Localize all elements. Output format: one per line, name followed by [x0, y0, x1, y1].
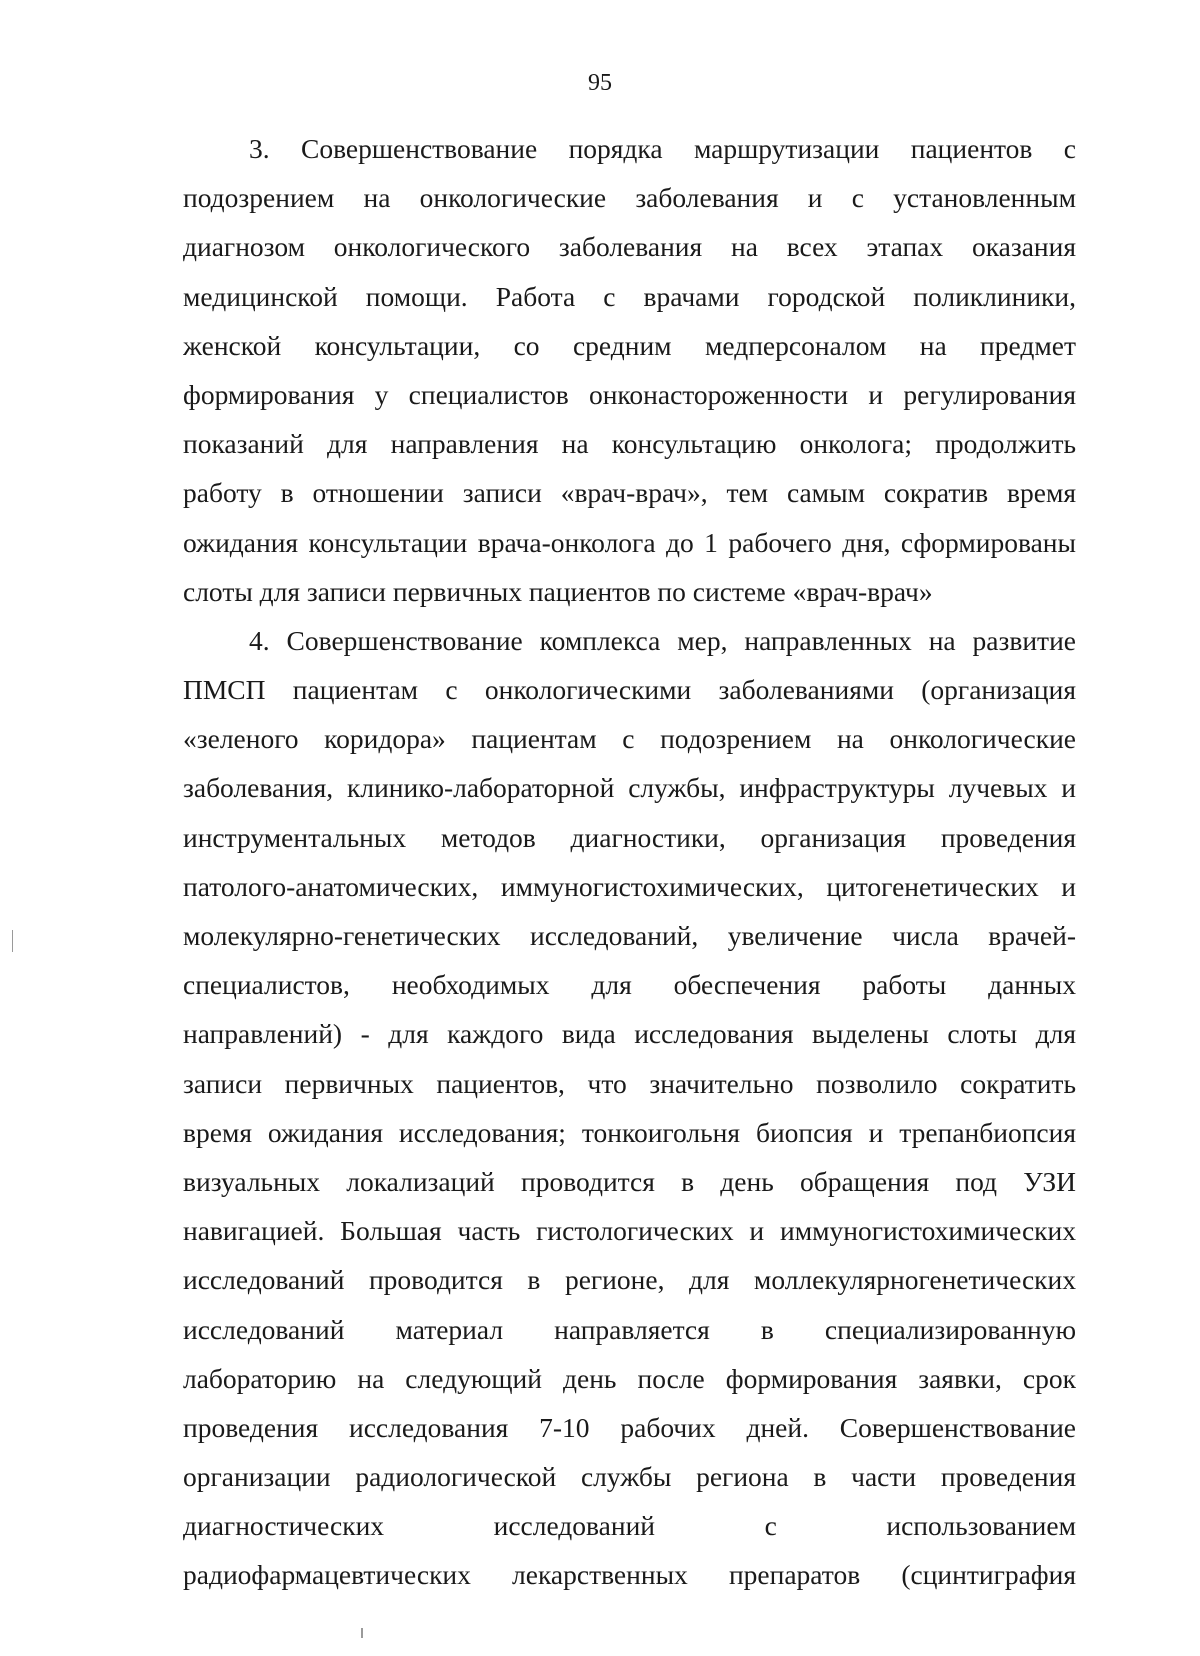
text-line: инструментальных методов диагностики, организация проведения [183, 821, 1076, 853]
text-line: формирования у специалистов онконастороженности и регулирования [183, 378, 1076, 410]
text-line: радиофармацевтических лекарственных препаратов (сцинтиграфия [183, 1559, 1076, 1591]
text-line: лабораторию на следующий день после формирования заявки, срок [183, 1362, 1076, 1394]
text-line: женской консультации, со средним медперсоналом на предмет [183, 329, 1076, 361]
text-line: исследований проводится в регионе, для моллекулярногенетических [183, 1264, 1076, 1296]
text-line: патолого-анатомических, иммуногистохимических, цитогенетических и [183, 870, 1076, 902]
text-line: ПМСП пациентам с онкологическими заболеваниями (организация [183, 674, 1076, 706]
text-line: организации радиологической службы региона в части проведения [183, 1461, 1076, 1493]
text-line: специалистов, необходимых для обеспечения работы данных [183, 969, 1076, 1001]
page-number: 95 [588, 70, 612, 96]
text-line: заболевания, клинико-лабораторной службы, инфраструктуры лучевых и [183, 772, 1076, 804]
text-line: 4. Совершенствование комплекса мер, направленных на развитие [249, 624, 1076, 656]
scan-artifact-mark [361, 1628, 363, 1638]
text-line: направлений) - для каждого вида исследования выделены слоты для [183, 1018, 1076, 1050]
text-line: проведения исследования 7-10 рабочих дней. Совершенствование [183, 1411, 1076, 1443]
text-line: 3. Совершенствование порядка маршрутизации пациентов с [249, 133, 1076, 164]
text-line: время ожидания исследования; тонкоигольня биопсия и трепанбиопсия [183, 1116, 1076, 1148]
text-line: молекулярно-генетических исследований, увеличение числа врачей- [183, 920, 1076, 951]
text-line: работу в отношении записи «врач-врач», тем самым сократив время [183, 477, 1076, 509]
text-line: показаний для направления на консультацию онколога; продолжить [183, 428, 1076, 460]
text-line: подозрением на онкологические заболевания и с установленным [183, 182, 1076, 214]
text-line: записи первичных пациентов, что значительно позволило сократить [183, 1067, 1076, 1099]
body-text [183, 124, 1076, 1600]
text-line: слоты для записи первичных пациентов по системе «врач-врач» [183, 575, 933, 607]
text-line: визуальных локализаций проводится в день обращения под УЗИ [183, 1165, 1076, 1197]
scan-artifact-mark [12, 930, 13, 952]
text-line: диагнозом онкологического заболевания на всех этапах оказания [183, 231, 1076, 263]
text-line: «зеленого коридора» пациентам с подозрением на онкологические [183, 723, 1076, 755]
text-line: медицинской помощи. Работа с врачами городской поликлиники, [183, 280, 1076, 312]
text-line: диагностических исследований с использованием [183, 1510, 1076, 1542]
text-line: исследований материал направляется в специализированную [183, 1313, 1076, 1345]
text-line: ожидания консультации врача-онколога до 1 рабочего дня, сформированы [183, 526, 1076, 558]
text-line: навигацией. Большая часть гистологических и иммуногистохимических [183, 1215, 1076, 1247]
